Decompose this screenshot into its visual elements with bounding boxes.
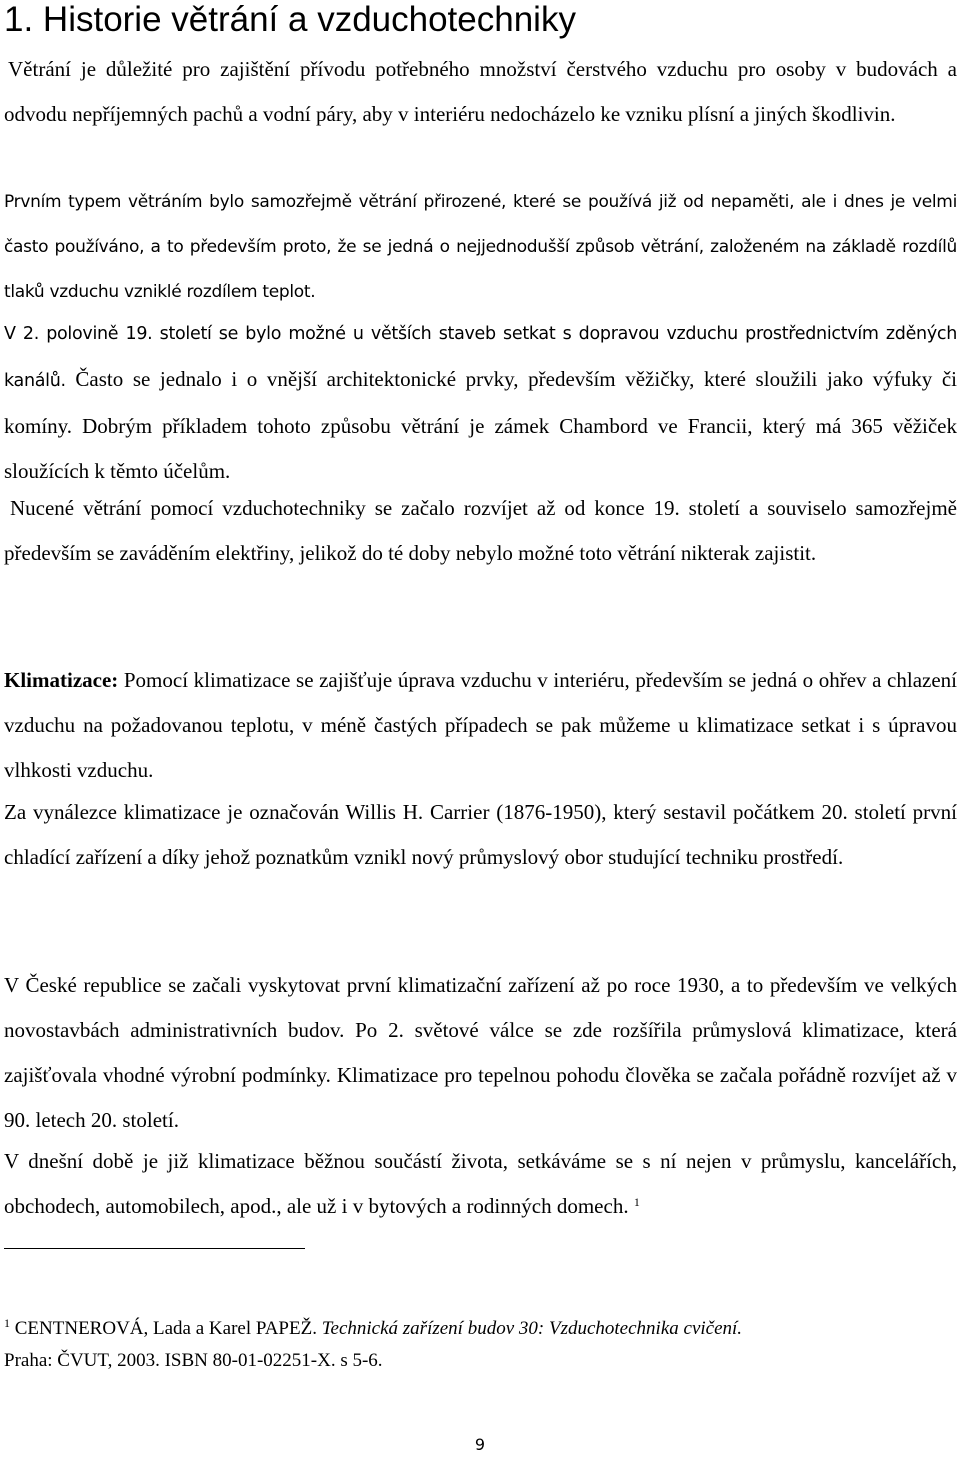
footnote-authors: CENTNEROVÁ, Lada a Karel PAPEŽ. <box>10 1318 322 1339</box>
text-run: V 2. polovině 19. století se bylo možné u větších staveb setkat s dopravou vzduchu prostřednictvím zděných kanálů. <box>4 324 957 391</box>
text-run: Dobrým příkladem tohoto způsobu větrání je zámek Chambord ve Francii, který má 365 věžiček sloužících k těmto účelům. <box>4 414 957 483</box>
page-number: 9 <box>474 1435 486 1454</box>
paragraph-natural-ventilation: Prvním typem větráním bylo samozřejmě větrání přirozené, které se používá již od nepaměti, ale i dnes je velmi často používáno, a to především proto, že se jedná o nejjednodušší způsob větrání, založeném na základě rozdílů tlaků vzduchu vzniklé rozdílem teplot. <box>4 192 957 302</box>
footnote-number: 1 <box>4 1316 10 1330</box>
paragraph-intro: Větrání je důležité pro zajištění přívodu potřebného množství čerstvého vzduchu pro osoby v budovách a odvodu nepříjemných pachů a vodní páry, aby v interiéru nedocházelo ke vzniku plísní a jiných škodlivin. <box>4 57 957 126</box>
paragraph-czech-republic: V České republice se začali vyskytovat první klimatizační zařízení až po roce 1930, a to především ve velkých novostavbách administrativních budov. Po 2. světové válce se zde rozšířila průmyslová klimatizace, která zajišťovala vhodné výrobní podmínky. Klimatizace pro tepelnou pohodu člověka se začala pořádně rozvíjet až v 90. letech 20. století. <box>4 973 957 1132</box>
paragraph-air-conditioning <box>4 658 957 793</box>
footnote <box>4 1313 957 1377</box>
chapter-heading: 1. Historie větrání a vzduchotechniky <box>4 0 576 39</box>
paragraph-forced-ventilation: Nucené větrání pomocí vzduchotechniky se začalo rozvíjet až od konce 19. století a souviselo samozřejmě především se zaváděním elektřiny, jelikož do té doby nebylo možné toto větrání nikterak zajistit. <box>4 496 957 565</box>
footnote-title: Technická zařízení budov 30: Vzduchotechnika cvičení. <box>321 1318 743 1339</box>
text-run: V dnešní době je již klimatizace běžnou součástí života, setkáváme se s ní nejen v průmyslu, kancelářích, obchodech, automobilech, apod., ale už i v bytových a rodinných domech. <box>4 1149 957 1218</box>
paragraph-today <box>4 1139 957 1229</box>
paragraph-19th-century <box>4 310 957 494</box>
text-run: Pomocí klimatizace se zajišťuje úprava vzduchu v interiéru, především se jedná o ohřev a chlazení vzduchu na požadovanou teplotu, v méně častých případech se pak můžeme u klimatizace setkat i s úpravou vlhkosti vzduchu. <box>4 668 957 782</box>
text-run: Často se jednalo i o vnější architektonické prvky, především věžičky, které sloužili jako výfuky či komíny. <box>4 367 957 438</box>
footnote-separator <box>4 1248 305 1249</box>
term-klimatizace: Klimatizace: <box>4 668 119 692</box>
footnote-reference[interactable]: 1 <box>633 1195 640 1209</box>
footnote-publication: Praha: ČVUT, 2003. ISBN 80-01-02251-X. s 5-6. <box>4 1350 383 1371</box>
paragraph-carrier: Za vynálezce klimatizace je označován Willis H. Carrier (1876-1950), který sestavil počátkem 20. století první chladící zařízení a díky jehož poznatkům vznikl nový průmyslový obor studující techniku prostředí. <box>4 800 957 869</box>
